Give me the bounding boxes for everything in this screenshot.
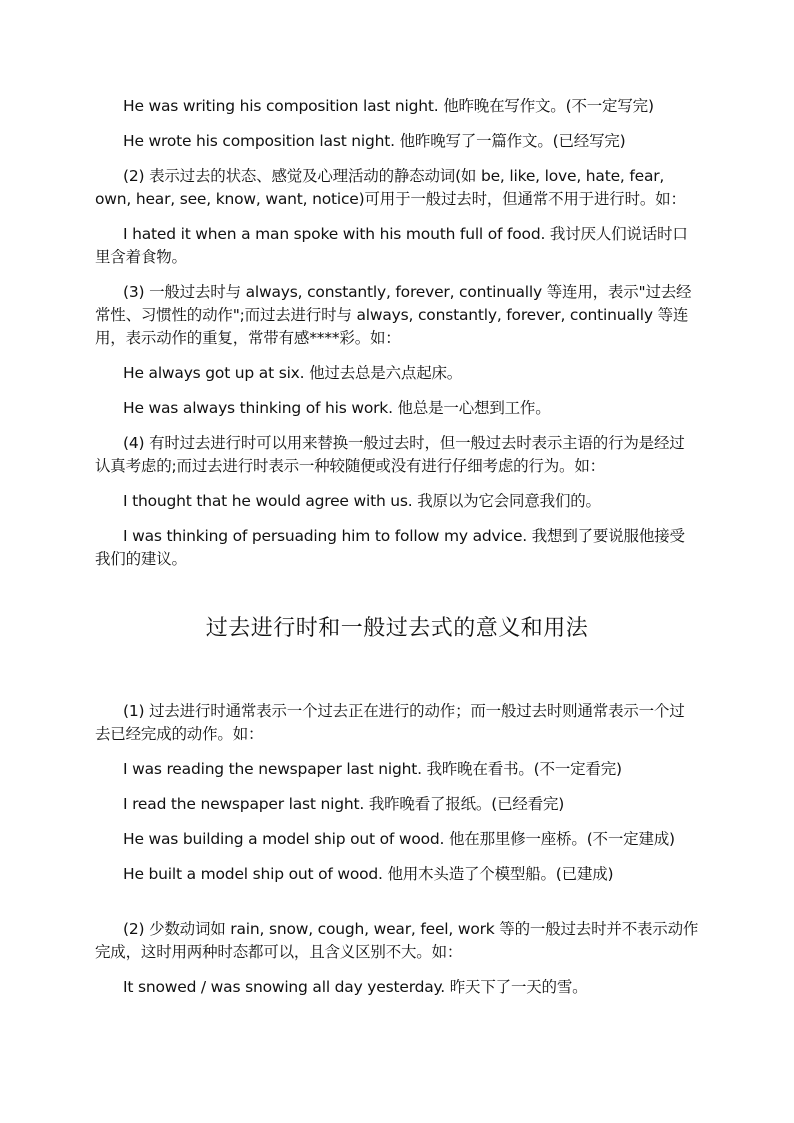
document-page (95, 95, 699, 1011)
paragraph: I was reading the newspaper last night. 我昨晚在看书。(不一定看完) (123, 760, 622, 778)
paragraph: He always got up at six. 他过去总是六点起床。 (123, 364, 463, 382)
paragraph: (2) 少数动词如 rain, snow, cough, wear, feel, work 等的一般过去时并不表示动作完成，这时用两种时态都可以，且含义区别不大。如： (95, 920, 699, 961)
paragraph: (2) 表示过去的状态、感觉及心理活动的静态动词(如 be, like, love, hate, fear, own, hear, see, know, want, notice)可用于一般过去时，但通常不用于进行时。如： (95, 167, 686, 208)
spacer (95, 898, 699, 918)
paragraph: I read the newspaper last night. 我昨晚看了报纸。(已经看完) (123, 795, 565, 813)
paragraph: (4) 有时过去进行时可以用来替换一般过去时，但一般过去时表示主语的行为是经过认真考虑的;而过去进行时表示一种较随便或没有进行仔细考虑的行为。如： (95, 434, 685, 475)
paragraph: He was writing his composition last night. 他昨晚在写作文。(不一定写完) (123, 97, 654, 115)
paragraph: He was building a model ship out of wood. 他在那里修一座桥。(不一定建成) (123, 830, 675, 848)
section-heading: 过去进行时和一般过去式的意义和用法 (205, 616, 589, 641)
paragraph: It snowed / was snowing all day yesterday. 昨天下了一天的雪。 (123, 978, 588, 996)
paragraph: He wrote his composition last night. 他昨晚写了一篇作文。(已经写完) (123, 132, 626, 150)
paragraph: He built a model ship out of wood. 他用木头造了个模型船。(已建成) (123, 865, 614, 883)
paragraph: I thought that he would agree with us. 我原以为它会同意我们的。 (123, 492, 601, 510)
paragraph: I was thinking of persuading him to follow my advice. 我想到了要说服他接受我们的建议。 (95, 527, 685, 568)
paragraph: I hated it when a man spoke with his mouth full of food. 我讨厌人们说话时口里含着食物。 (95, 225, 688, 266)
paragraph: He was always thinking of his work. 他总是一心想到工作。 (123, 399, 551, 417)
paragraph: (1) 过去进行时通常表示一个过去正在进行的动作；而一般过去时则通常表示一个过去已经完成的动作。如： (95, 702, 685, 743)
paragraph: (3) 一般过去时与 always, constantly, forever, continually 等连用，表示"过去经常性、习惯性的动作";而过去进行时与 always, constantly, forever, continually 等连用，表示动作的重复，常带有感****彩。如： (95, 283, 692, 347)
